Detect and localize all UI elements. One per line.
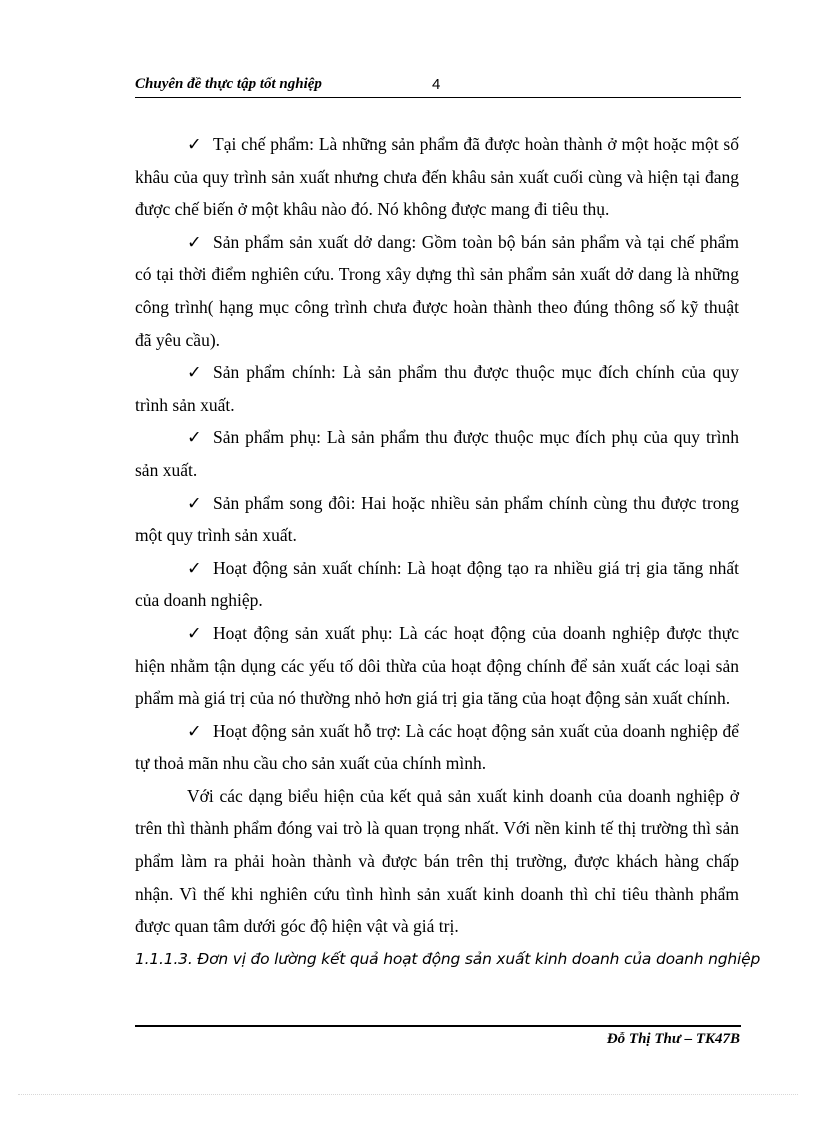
bullet-text: Sản phẩm chính: Là sản phẩm thu được thuộc mục đích chính của quy trình sản xuất. (135, 362, 739, 415)
bullet-item (135, 715, 739, 780)
page-number: 4 (432, 76, 441, 93)
checkmark-icon: ✓ (187, 622, 202, 643)
header-title: Chuyên đề thực tập tốt nghiệp (135, 76, 322, 92)
bullet-text: Tại chế phẩm: Là những sản phẩm đã được hoàn thành ở một hoặc một số khâu của quy trình sản xuất nhưng chưa đến khâu sản xuất cuối cùng và hiện tại đang được chế biến ở một khâu nào đó. Nó không được mang đi tiêu thụ. (135, 134, 739, 220)
checkmark-icon: ✓ (187, 362, 202, 383)
document-body (135, 128, 761, 975)
checkmark-icon: ✓ (187, 134, 202, 154)
body-paragraph: Với các dạng biểu hiện của kết quả sản xuất kinh doanh của doanh nghiệp ở trên thì thành phẩm đóng vai trò là quan trọng nhất. Với nền kinh tế thị trường thì sản phẩm làm ra phải hoàn thành và được bán trên thị trường, được khách hàng chấp nhận. Vì thế khi nghiên cứu tình hình sản xuất kinh doanh thì chỉ tiêu thành phẩm được quan tâm dưới góc độ hiện vật và giá trị. (135, 785, 739, 937)
footer-divider (135, 1025, 741, 1027)
bullet-item (135, 128, 739, 226)
checkmark-icon: ✓ (187, 427, 202, 448)
section-subheading: 1.1.1.3. Đơn vị đo lường kết quả hoạt động sản xuất kinh doanh của doanh nghiệp (135, 949, 761, 968)
checkmark-icon: ✓ (187, 720, 202, 741)
bullet-text: Hoạt động sản xuất hỗ trợ: Là các hoạt động sản xuất của doanh nghiệp để tự thoả mãn nhu cầu cho sản xuất của chính mình. (135, 720, 739, 774)
bullet-item (135, 552, 739, 617)
checkmark-icon: ✓ (187, 231, 202, 252)
bullet-text: Sản phẩm song đôi: Hai hoặc nhiều sản phẩm chính cùng thu được trong một quy trình sản xuất. (135, 492, 739, 546)
bullet-text: Hoạt động sản xuất chính: Là hoạt động tạo ra nhiều giá trị gia tăng nhất của doanh nghiệp. (135, 557, 739, 611)
bullet-item (135, 226, 739, 356)
bullet-text: Hoạt động sản xuất phụ: Là các hoạt động của doanh nghiệp được thực hiện nhằm tận dụng các yếu tố dôi thừa của hoạt động chính để sản xuất các loại sản phẩm mà giá trị của nó thường nhỏ hơn giá trị gia tăng của hoạt động sản xuất chính. (135, 622, 739, 709)
bullet-item (135, 421, 739, 486)
page-break-line (18, 1094, 798, 1095)
bullet-item (135, 617, 739, 715)
checkmark-icon: ✓ (187, 492, 202, 513)
bullet-item (135, 356, 739, 421)
bullet-text: Sản phẩm phụ: Là sản phẩm thu được thuộc mục đích phụ của quy trình sản xuất. (135, 427, 739, 480)
page-header (135, 76, 740, 98)
bullet-item (135, 487, 739, 552)
footer-author: Đỗ Thị Thư – TK47B (606, 1031, 740, 1047)
header-divider (135, 97, 741, 98)
bullet-text: Sản phẩm sản xuất dở dang: Gồm toàn bộ bán sản phẩm và tại chế phẩm có tại thời điểm nghiên cứu. Trong xây dựng thì sản phẩm sản xuất dở dang là những công trình( hạng mục công trình chưa được hoàn thành theo đúng thông số kỹ thuật đã yêu cầu). (135, 231, 739, 350)
checkmark-icon: ✓ (187, 557, 202, 578)
